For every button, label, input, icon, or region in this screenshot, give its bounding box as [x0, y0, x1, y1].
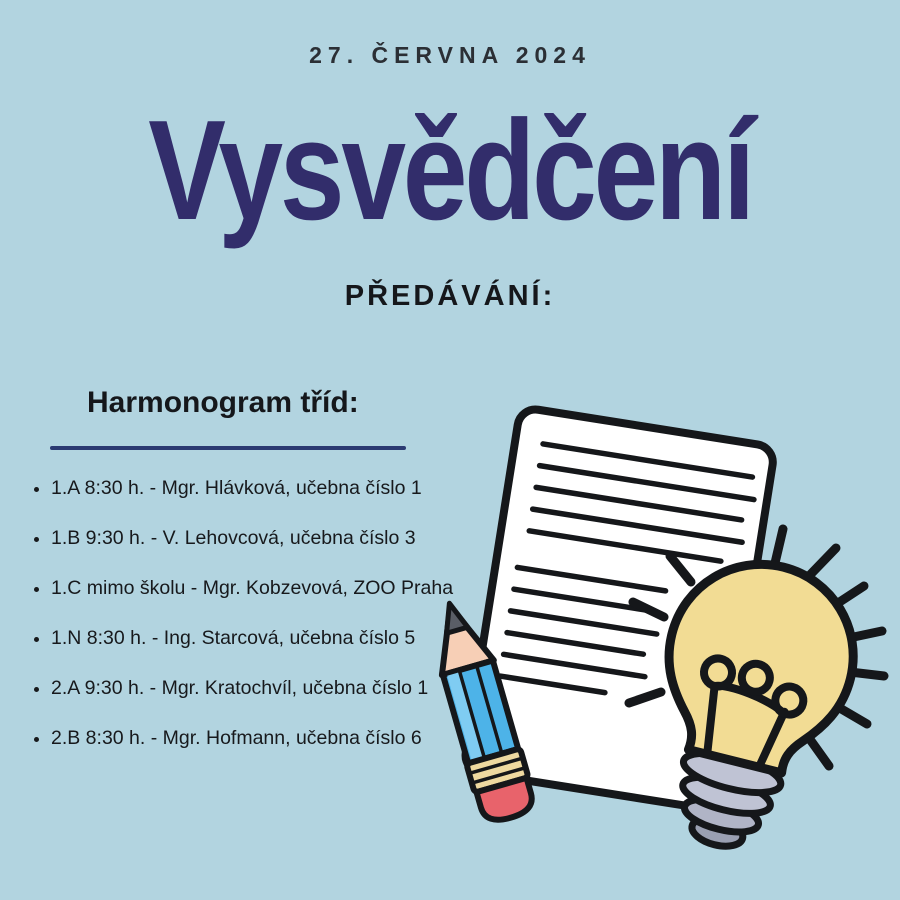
- lightbulb-icon: [625, 529, 884, 867]
- list-item: [34, 527, 474, 549]
- bullet-dot-icon: [34, 487, 39, 492]
- date-text: 27. ČERVNA 2024: [309, 42, 591, 68]
- list-item: [34, 627, 474, 649]
- schedule-list: [34, 477, 474, 777]
- bullet-dot-icon: [34, 737, 39, 742]
- list-item-text: 2.A 9:30 h. - Mgr. Kratochvíl, učebna číslo 1: [51, 676, 429, 699]
- list-item-text: 2.B 8:30 h. - Mgr. Hofmann, učebna číslo 6: [51, 726, 422, 749]
- bullet-dot-icon: [34, 687, 39, 692]
- list-item: [34, 677, 474, 699]
- paper-icon: [463, 407, 775, 811]
- list-item: [34, 577, 474, 599]
- divider-line: [50, 446, 406, 450]
- list-item-text: 1.N 8:30 h. - Ing. Starcová, učebna číslo 5: [51, 626, 416, 649]
- schedule-heading: Harmonogram tříd:: [87, 386, 359, 419]
- list-item-text: 1.B 9:30 h. - V. Lehovcová, učebna číslo 3: [51, 526, 416, 549]
- lightbulb-filament: [685, 652, 810, 772]
- page-title: [0, 91, 900, 250]
- list-item-text: 1.A 8:30 h. - Mgr. Hlávková, učebna číslo 1: [51, 476, 422, 499]
- subtitle-text: PŘEDÁVÁNÍ:: [344, 280, 556, 312]
- bullet-dot-icon: [34, 637, 39, 642]
- list-item-text: 1.C mimo školu - Mgr. Kobzevová, ZOO Praha: [51, 576, 454, 599]
- page-title-text: Vysvědčení: [148, 91, 752, 250]
- list-item: [34, 727, 474, 749]
- illustration: [420, 380, 900, 900]
- bullet-dot-icon: [34, 587, 39, 592]
- bullet-dot-icon: [34, 537, 39, 542]
- list-item: [34, 477, 474, 499]
- lightbulb-rays: [629, 529, 884, 766]
